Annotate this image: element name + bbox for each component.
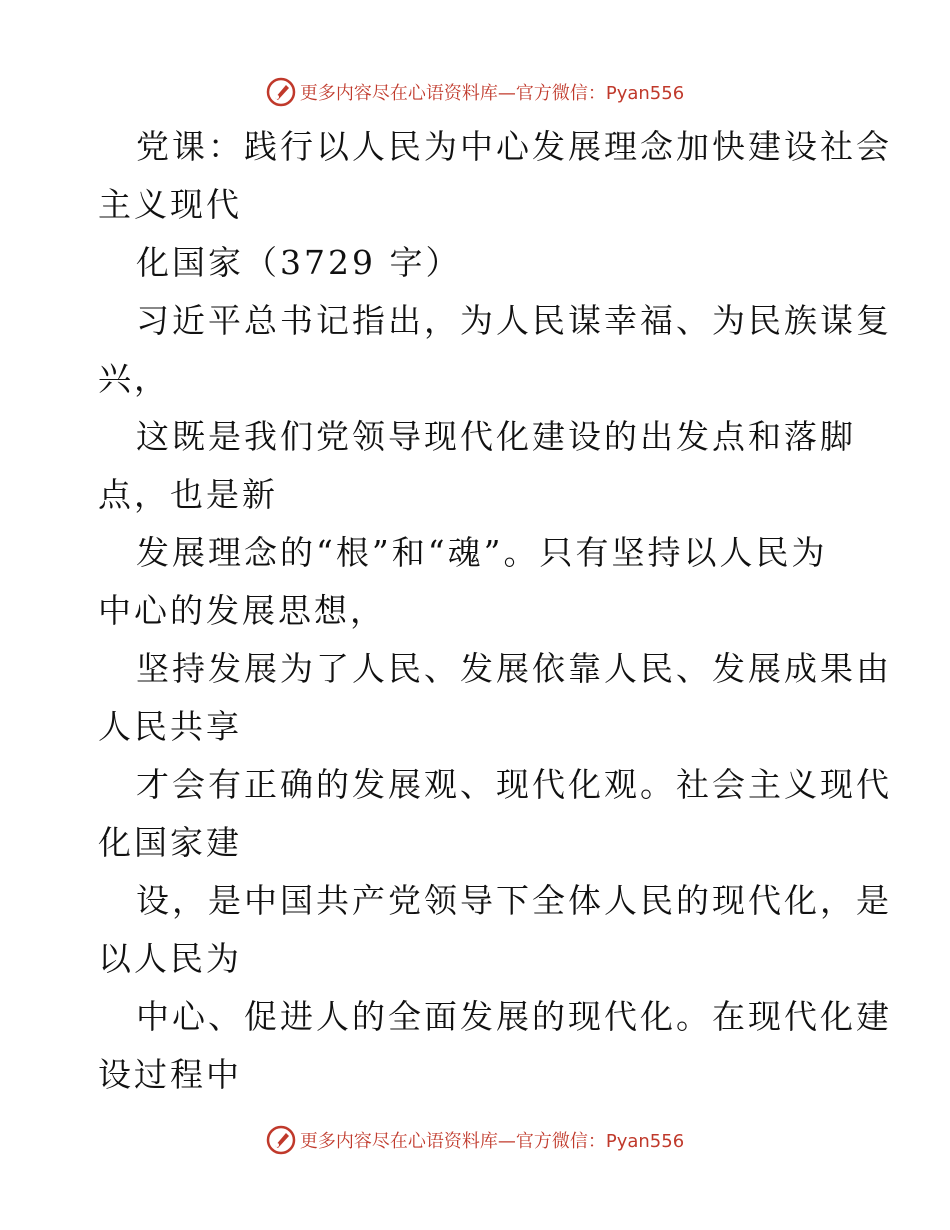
document-body	[98, 118, 892, 1104]
text-line: 以人民为	[98, 939, 242, 978]
banner-text	[300, 1127, 684, 1153]
text-line: 设，是中国共产党领导下全体人民的现代化，是	[136, 881, 892, 920]
banner-main-text: 更多内容尽在心语资料库	[299, 1131, 498, 1152]
banner-separator: —	[497, 1131, 516, 1152]
text-line: 点，也是新	[98, 475, 278, 514]
pen-nib-logo-icon	[266, 77, 296, 107]
text-line: 才会有正确的发展观、现代化观。社会主义现代	[136, 765, 892, 804]
footer-banner	[0, 1120, 950, 1160]
banner-wechat-text: 官方微信：Pyan556	[515, 83, 685, 104]
banner-separator: —	[497, 83, 516, 104]
text-line: 坚持发展为了人民、发展依靠人民、发展成果由	[136, 649, 892, 688]
text-line: 党课：践行以人民为中心发展理念加快建设社会	[136, 127, 892, 166]
text-line: 这既是我们党领导现代化建设的出发点和落脚	[136, 417, 856, 456]
text-line: 化国家（3729 字）	[136, 243, 462, 282]
banner-main-text: 更多内容尽在心语资料库	[299, 83, 498, 104]
header-banner	[0, 72, 950, 112]
text-line: 化国家建	[98, 823, 242, 862]
text-line: 发展理念的“根”和“魂”。只有坚持以人民为	[136, 533, 828, 572]
pen-nib-logo-icon	[266, 1125, 296, 1155]
text-line: 中心的发展思想，	[98, 591, 386, 630]
text-line: 设过程中	[98, 1055, 242, 1094]
text-line: 兴，	[98, 359, 170, 398]
text-line: 中心、促进人的全面发展的现代化。在现代化建	[136, 997, 892, 1036]
banner-wechat-text: 官方微信：Pyan556	[515, 1131, 685, 1152]
banner-text	[300, 79, 684, 105]
text-line: 人民共享	[98, 707, 242, 746]
text-line: 主义现代	[98, 185, 242, 224]
text-line: 习近平总书记指出，为人民谋幸福、为民族谋复	[136, 301, 892, 340]
